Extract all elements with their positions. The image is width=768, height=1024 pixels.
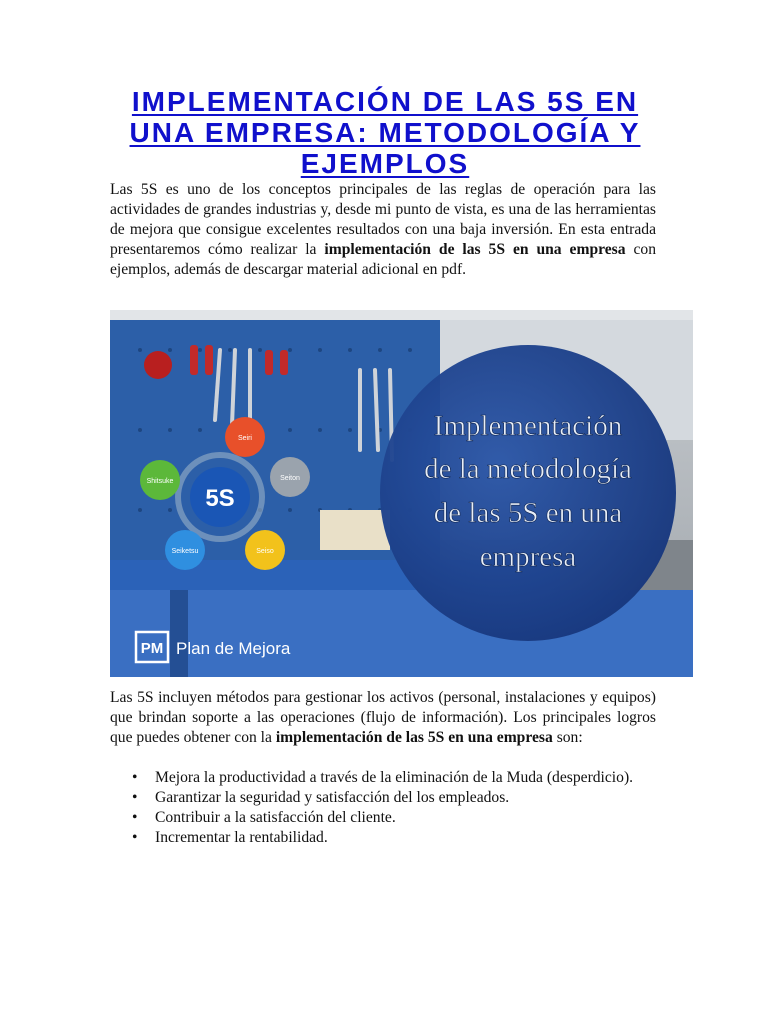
list-item-text: Incrementar la rentabilidad. — [155, 829, 328, 846]
circle-line-4: empresa — [479, 541, 577, 573]
step-shitsuke-label: Shitsuke — [146, 478, 174, 485]
intro-text: Las 5S es uno de los conceptos principales de las reglas de operación para las actividades de grandes industrias y, desde mi punto de vista, es una de las herramientas de mejora que consigue excelentes resultados con una baja inversión. En esta entrada presentaremos cómo realizar la — [110, 181, 656, 258]
intro-paragraph — [110, 180, 656, 280]
step-seiri-label: Seiri — [237, 435, 253, 442]
list-item — [110, 828, 656, 848]
title-circle — [380, 345, 676, 641]
step-seiton-label: Seiton — [280, 475, 300, 482]
article-title[interactable]: IMPLEMENTACIÓN DE LAS 5S EN UNA EMPRESA: METODOLOGÍA Y EJEMPLOS — [129, 86, 641, 179]
banner-image — [110, 310, 693, 677]
circle-line-1: Implementación — [433, 410, 623, 442]
benefits-bold: implementación de las 5S en una empresa — [275, 729, 553, 746]
wheel-center-label: 5S — [205, 485, 235, 512]
bullet-marker: • — [132, 789, 138, 806]
list-item-text: Garantizar la seguridad y satisfacción del los empleados. — [155, 789, 510, 806]
bullet-marker: • — [132, 829, 138, 846]
benefits-text-end: son: — [552, 729, 583, 746]
list-item-text: Contribuir a la satisfacción del cliente. — [155, 809, 396, 826]
step-seiketsu-label: Seiketsu — [171, 548, 199, 555]
intro-text-end: con ejemplos, además de descargar material adicional en pdf. — [110, 241, 656, 278]
logo-text: Plan de Mejora — [176, 639, 291, 658]
list-item-text: Mejora la productividad a través de la eliminación de la Muda (desperdicio). — [155, 769, 634, 786]
benefits-text: Las 5S incluyen métodos para gestionar los activos (personal, instalaciones y equipos) que brindan soporte a las operaciones (flujo de información). Los principales logros que puedes obtener con la — [110, 689, 656, 746]
circle-line-2: de la metodología — [424, 453, 632, 485]
list-item — [110, 788, 656, 808]
logo-mark: PM — [140, 640, 164, 657]
list-item — [110, 768, 656, 788]
bullet-marker: • — [132, 809, 138, 826]
bullet-marker: • — [132, 769, 138, 786]
step-seiso-label: Seiso — [256, 548, 274, 555]
circle-line-3: de las 5S en una — [433, 497, 623, 529]
benefits-list — [110, 768, 656, 848]
list-item — [110, 808, 656, 828]
benefits-paragraph — [110, 688, 656, 748]
banner-illustration — [110, 310, 693, 677]
intro-bold: implementación de las 5S en una empresa — [324, 241, 626, 258]
